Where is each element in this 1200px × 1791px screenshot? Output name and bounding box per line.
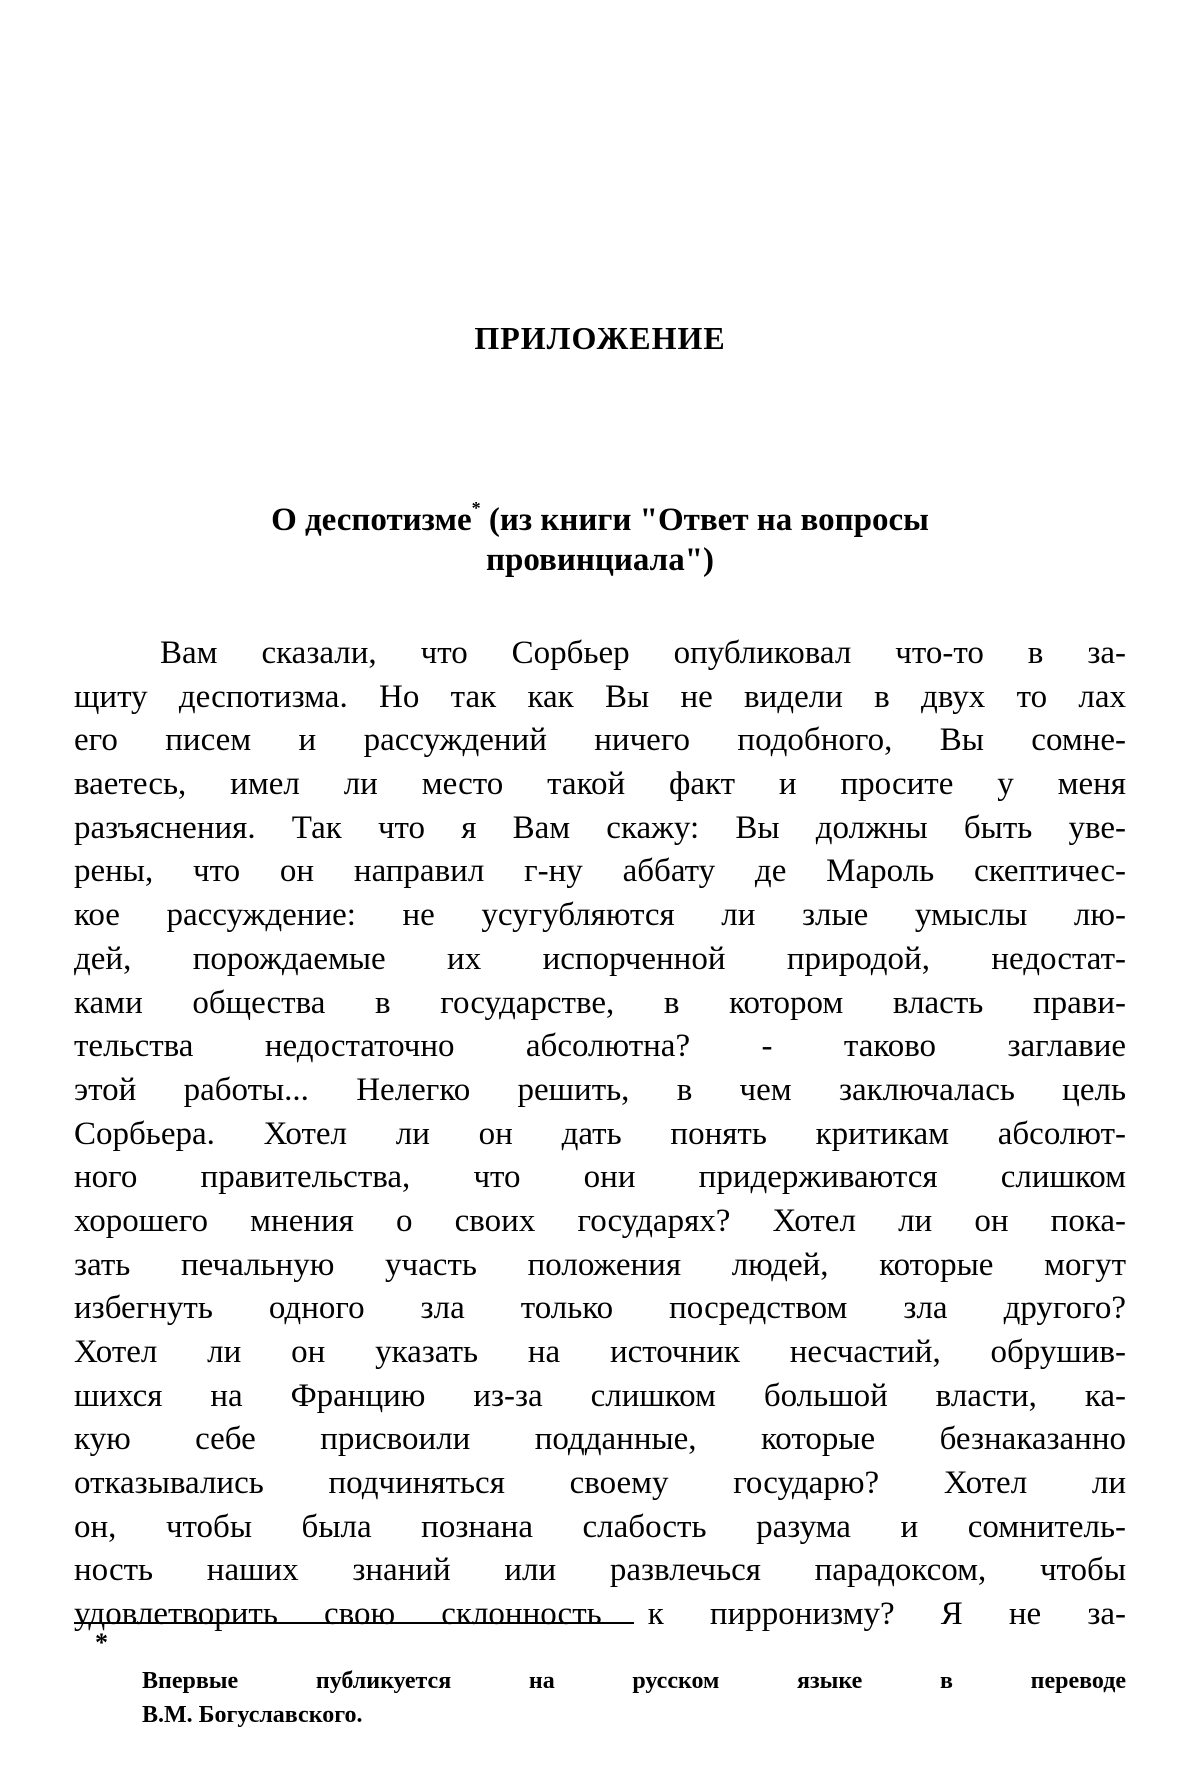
- body-line: он, чтобы была познана слабость разума и сомнитель-: [74, 1508, 1126, 1545]
- footnote-line: Впервые публикуется на русском языке в переводе: [142, 1668, 1126, 1694]
- article-title-text: О деспотизме: [271, 502, 472, 538]
- body-line: отказывались подчиняться своему государю? Хотел ли: [74, 1465, 1126, 1502]
- body-line: Сорбьера. Хотел ли он дать понять критикам абсолют-: [74, 1115, 1126, 1152]
- section-title: ПРИЛОЖЕНИЕ: [474, 320, 726, 356]
- body-line: ного правительства, что они придерживаются слишком: [74, 1159, 1126, 1196]
- body-line: тельства недостаточно абсолютна? - таково заглавие: [74, 1028, 1126, 1065]
- body-line: хорошего мнения о своих государях? Хотел ли он пока-: [74, 1202, 1126, 1239]
- body-paragraph: [74, 632, 1126, 1637]
- body-line: кое рассуждение: не усугубляются ли злые умыслы лю-: [74, 897, 1126, 934]
- body-line: кую себе присвоили подданные, которые безнаказанно: [74, 1421, 1126, 1458]
- body-line: дей, порождаемые их испорченной природой, недостат-: [74, 940, 1126, 977]
- body-line: зать печальную участь положения людей, которые могут: [74, 1246, 1126, 1283]
- footnote-divider: [74, 1622, 634, 1624]
- body-line: ваетесь, имел ли место такой факт и просите у меня: [74, 766, 1126, 803]
- body-line: ность наших знаний или развлечься парадоксом, чтобы: [74, 1552, 1126, 1589]
- body-line: избегнуть одного зла только посредством зла другого?: [74, 1290, 1126, 1327]
- body-line: его писем и рассуждений ничего подобного, Вы сомне-: [74, 722, 1126, 759]
- footnote-reference-mark: *: [471, 498, 481, 518]
- footnote-marker: *: [95, 1628, 108, 1657]
- body-line: разъяснения. Так что я Вам скажу: Вы должны быть уве-: [74, 809, 1126, 846]
- footnote: [142, 1664, 1126, 1732]
- body-line: удовлетворить свою склонность к пирронизму? Я не за-: [74, 1596, 1126, 1633]
- article-title-subtitle: (из книги "Ответ на вопросы: [480, 502, 929, 538]
- body-line: Хотел ли он указать на источник несчастий, обрушив-: [74, 1334, 1126, 1370]
- article-title-line-1: [150, 500, 1050, 540]
- body-line: Вам сказали, что Сорбьер опубликовал что-то в за-: [160, 635, 1126, 671]
- article-title: [150, 500, 1050, 580]
- footnote-line: В.М. Богуславского.: [142, 1702, 363, 1728]
- body-line: шихся на Францию из-за слишком большой власти, ка-: [74, 1377, 1126, 1414]
- body-line: этой работы... Нелегко решить, в чем заключалась цель: [74, 1071, 1126, 1108]
- body-line: рены, что он направил г-ну аббату де Мароль скептичес-: [74, 853, 1126, 890]
- article-title-line-2: провинциала"): [485, 542, 715, 578]
- body-line: щиту деспотизма. Но так как Вы не видели в двух то лах: [74, 678, 1126, 715]
- body-line: ками общества в государстве, в котором власть прави-: [74, 984, 1126, 1021]
